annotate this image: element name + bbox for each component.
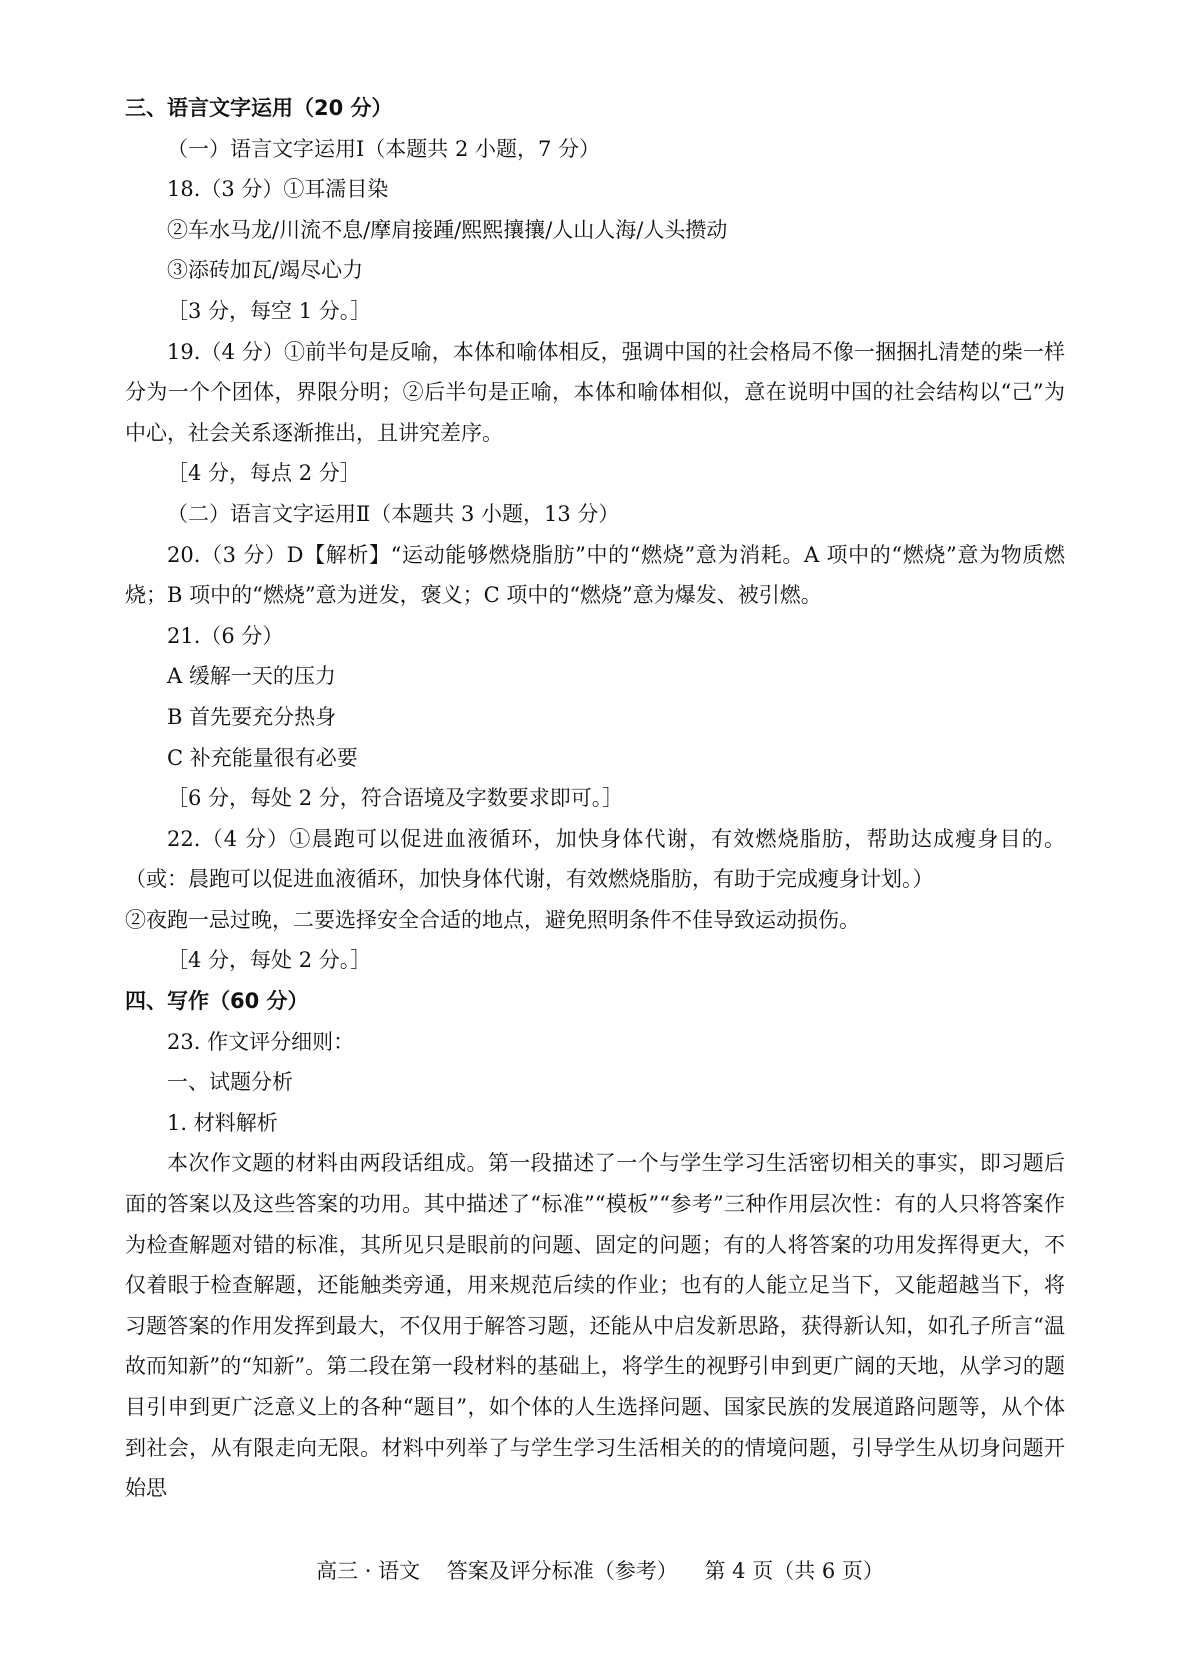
q18-score: ［3 分，每空 1 分。］	[167, 298, 372, 323]
material-paragraph: 本次作文题的材料由两段话组成。第一段描述了一个与学生学习生活密切相关的事实，即习题后面的答案以及这些答案的功用。其中描述了“标准”“模板”“参考”三种作用层次性：有的人只将答案作为检查解题对错的标准，其所见只是眼前的问题、固定的问题；有的人将答案的功用发挥得更大，不仅着眼于检查解题，还能触类旁通，用来规范后续的作业；也有的人能立足当下，又能超越当下，将习题答案的作用发挥到最大，不仅用于解答习题，还能从中启发新思路，获得新认知，如孔子所言“温故而知新”的“知新”。第二段在第一段材料的基础上，将学生的视野引申到更广阔的天地，从学习的题目引申到更广泛意义上的各种“题目”，如个体的人生选择问题、国家民族的发展道路问题等，从个体到社会，从有限走向无限。材料中列举了与学生学习生活相关的的情境问题，引导学生从切身问题开始思	[125, 1151, 1065, 1501]
q18-line3: ③添砖加瓦/竭尽心力	[167, 258, 364, 283]
q22-score: ［4 分，每处 2 分。］	[167, 948, 372, 973]
q21-a: A 缓解一天的压力	[167, 664, 336, 689]
q22-answer: 22.（4 分）①晨跑可以促进血液循环，加快身体代谢，有效燃烧脂肪，帮助达成瘦身目的。（或：晨跑可以促进血液循环，加快身体代谢，有效燃烧脂肪，有助于完成瘦身计划。）	[125, 826, 1065, 892]
answer-page	[125, 88, 1065, 1509]
q20-answer: 20.（3 分）D【解析】“运动能够燃烧脂肪”中的“燃烧”意为消耗。A 项中的“燃烧”意为物质燃烧；B 项中的“燃烧”意为迸发，褒义；C 项中的“燃烧”意为爆发、被引燃。	[125, 542, 1065, 608]
q19-score: ［4 分，每点 2 分］	[167, 461, 361, 486]
q23-heading: 23. 作文评分细则：	[167, 1029, 355, 1054]
material-heading: 1. 材料解析	[167, 1110, 278, 1135]
page-footer: 高三 · 语文 答案及评分标准（参考） 第 4 页（共 6 页）	[316, 1559, 884, 1583]
section4-title: 四、写作（60 分）	[125, 989, 309, 1014]
q18-line2: ②车水马龙/川流不息/摩肩接踵/熙熙攘攘/人山人海/人头攒动	[167, 217, 728, 242]
q22-line2: ②夜跑一忌过晚，二要选择安全合适的地点，避免照明条件不佳导致运动损伤。	[125, 907, 860, 932]
part1-heading: （一）语言文字运用Ⅰ（本题共 2 小题，7 分）	[167, 136, 601, 161]
q19-answer: 19.（4 分）①前半句是反喻，本体和喻体相反，强调中国的社会格局不像一捆捆扎清楚的柴一样分为一个个团体，界限分明；②后半句是正喻，本体和喻体相似，意在说明中国的社会结构以“己”为中心，社会关系逐渐推出，且讲究差序。	[125, 339, 1065, 445]
q21-b: B 首先要充分热身	[167, 704, 337, 729]
section3-title: 三、语言文字运用（20 分）	[125, 96, 393, 120]
analysis-heading: 一、试题分析	[167, 1070, 293, 1095]
q18-line1: 18.（3 分）①耳濡目染	[167, 177, 389, 202]
part2-heading: （二）语言文字运用Ⅱ（本题共 3 小题，13 分）	[167, 501, 620, 526]
q21-c: C 补充能量很有必要	[167, 745, 358, 770]
q21-score: ［6 分，每处 2 分，符合语境及字数要求即可。］	[167, 786, 624, 811]
q21-line1: 21.（6 分）	[167, 623, 284, 648]
